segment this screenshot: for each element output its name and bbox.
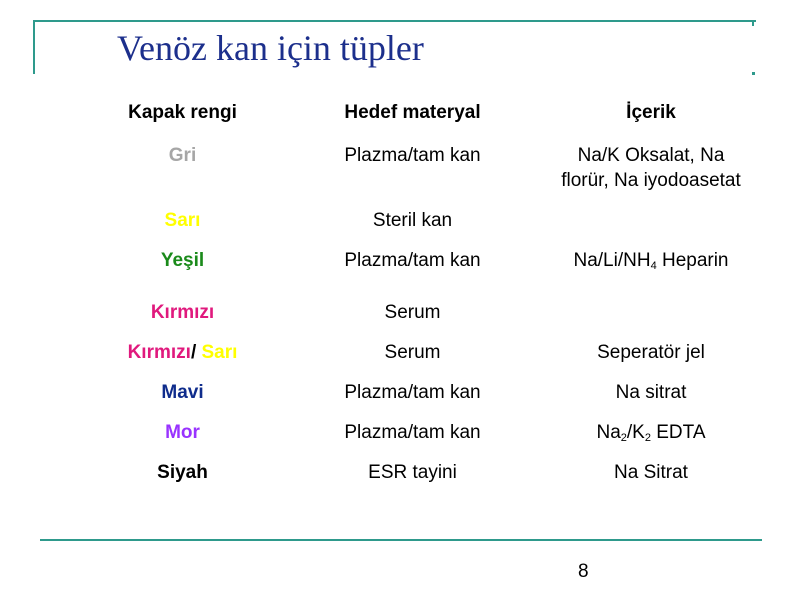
cap-color-cell: Siyah	[157, 462, 208, 483]
content-subscript: 4	[650, 260, 657, 272]
cap-color-cell: Mavi	[161, 382, 204, 403]
target-material-cell: Plazma/tam kan	[344, 382, 481, 403]
tube-table	[95, 90, 747, 493]
content-cell	[555, 413, 747, 453]
table-row	[95, 413, 747, 453]
cap-color-separator: /	[190, 342, 202, 363]
content-text: Heparin	[656, 250, 729, 271]
target-material-cell: Plazma/tam kan	[344, 145, 481, 166]
content-cell: Na sitrat	[615, 382, 687, 403]
table-row	[95, 241, 747, 293]
content-cell	[555, 293, 747, 333]
page-number: 8	[578, 561, 589, 582]
content-text: EDTA	[650, 422, 706, 443]
content-cell	[555, 241, 747, 293]
decorative-top-line	[33, 20, 756, 22]
table-row	[95, 453, 747, 493]
cap-color-cell: Kırmızı	[150, 302, 215, 323]
cap-color-red: Kırmızı	[127, 342, 191, 363]
content-cell: Na/K Oksalat, Na florür, Na iyodoasetat	[561, 145, 741, 191]
content-cell: Seperatör jel	[597, 342, 705, 363]
slide-title: Venöz kan için tüpler	[117, 28, 424, 68]
cap-color-cell	[95, 333, 270, 373]
content-text: Na	[596, 422, 621, 443]
content-subscript: 2	[620, 432, 627, 444]
content-subscript: 2	[644, 432, 651, 444]
target-material-cell: Plazma/tam kan	[344, 422, 481, 443]
decorative-bottom-line	[40, 539, 762, 541]
target-material-cell: Serum	[384, 342, 441, 363]
table-row	[95, 293, 747, 333]
decorative-right-tick	[752, 20, 754, 26]
table-row	[95, 201, 747, 241]
cap-color-yellow: Sarı	[201, 342, 238, 363]
table-row	[95, 136, 747, 201]
target-material-cell: Serum	[384, 302, 441, 323]
cap-color-cell: Sarı	[164, 210, 201, 231]
target-material-cell: Steril kan	[372, 210, 453, 231]
target-material-cell: ESR tayini	[368, 462, 457, 483]
content-cell	[555, 201, 747, 241]
decorative-dot	[752, 72, 755, 75]
header-cap-color: Kapak rengi	[128, 102, 237, 123]
table-row	[95, 373, 747, 413]
table-header-row	[95, 90, 747, 136]
target-material-cell: Plazma/tam kan	[344, 250, 481, 271]
content-cell: Na Sitrat	[614, 462, 688, 483]
header-target-material: Hedef materyal	[344, 102, 481, 123]
table-row	[95, 333, 747, 373]
cap-color-cell: Gri	[168, 145, 197, 166]
content-text: /K	[626, 422, 645, 443]
decorative-vertical-line	[33, 20, 35, 74]
cap-color-cell: Mor	[165, 422, 200, 443]
header-content: İçerik	[626, 102, 676, 123]
content-text: Na/Li/NH	[573, 250, 651, 271]
cap-color-cell: Yeşil	[160, 250, 205, 271]
